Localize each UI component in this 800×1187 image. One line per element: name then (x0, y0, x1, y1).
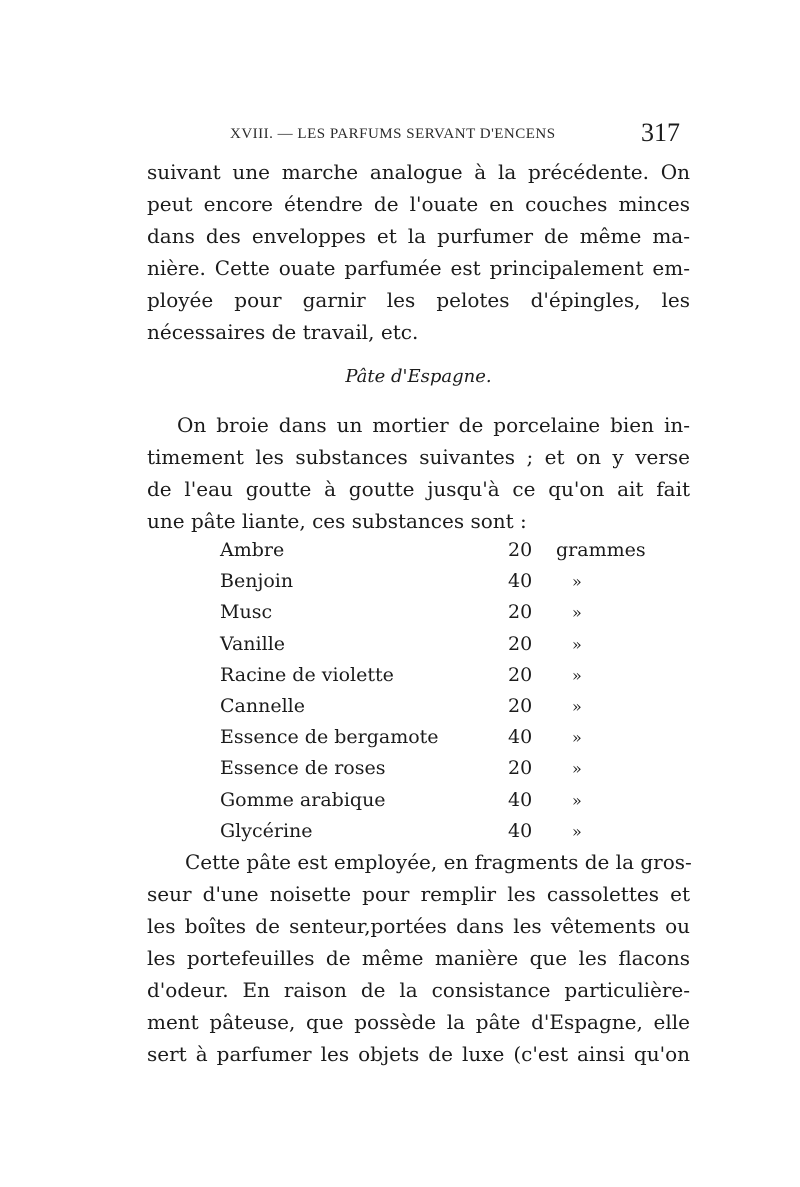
ingredient-row (220, 816, 640, 847)
ditto-mark: » (572, 821, 582, 841)
ditto-mark: » (572, 634, 582, 654)
ingredient-row (220, 785, 640, 816)
text-line: peut encore étendre de l'ouate en couches minces (147, 192, 690, 216)
ingredient-row (220, 566, 640, 597)
running-head: XVIII. — LES PARFUMS SERVANT D'ENCENS (230, 126, 556, 142)
page-header (150, 118, 680, 150)
ingredient-name: Ambre (220, 539, 285, 561)
ingredient-quantity: 20 (508, 539, 533, 561)
text-line: seur d'une noisette pour remplir les cassolettes et (147, 882, 690, 906)
text-line: nécessaires de travail, etc. (147, 320, 419, 344)
ingredient-quantity: 20 (508, 632, 533, 655)
ingredient-unit: grammes (556, 539, 646, 561)
ingredient-name: Racine de violette (220, 663, 394, 686)
ingredient-row (220, 660, 640, 691)
ingredient-quantity: 20 (508, 694, 533, 717)
ingredient-name: Vanille (220, 632, 286, 655)
ingredient-list (220, 535, 646, 847)
paragraph-preparation (147, 409, 690, 537)
ingredient-quantity: 40 (508, 819, 533, 842)
page-number: 317 (641, 118, 680, 147)
text-line: suivant une marche analogue à la précédente. On (147, 160, 690, 184)
text-line: On broie dans un mortier de porcelaine bien in- (177, 413, 690, 437)
ingredient-quantity: 20 (508, 601, 533, 624)
ditto-mark: » (572, 572, 582, 592)
ditto-mark: » (572, 790, 582, 810)
ingredient-quantity: 20 (508, 757, 533, 780)
ingredient-row (220, 535, 646, 566)
ditto-mark: » (572, 665, 582, 685)
ingredient-name: Cannelle (220, 694, 305, 717)
ingredient-row (220, 691, 640, 722)
ingredient-row (220, 722, 640, 753)
text-line: dans des enveloppes et la purfumer de même ma- (147, 224, 690, 248)
text-line: nière. Cette ouate parfumée est principalement em- (147, 256, 690, 280)
ditto-mark: » (572, 696, 582, 716)
text-line: ployée pour garnir les pelotes d'épingles, les (147, 288, 690, 312)
section-heading: Pâte d'Espagne. (345, 366, 492, 387)
text-line: les boîtes de senteur,portées dans les vêtements ou (147, 914, 690, 938)
ingredient-quantity: 40 (508, 726, 533, 749)
ingredient-name: Essence de bergamote (220, 726, 439, 749)
text-line: Cette pâte est employée, en fragments de la gros- (185, 850, 692, 874)
text-line: les portefeuilles de même manière que les flacons (147, 946, 690, 970)
ingredient-quantity: 20 (508, 663, 533, 686)
ingredient-name: Glycérine (220, 819, 313, 842)
ingredient-quantity: 40 (508, 788, 533, 811)
text-line: ment pâteuse, que possède la pâte d'Espagne, elle (147, 1010, 690, 1034)
ingredient-row (220, 597, 640, 628)
ingredient-name: Essence de roses (220, 757, 386, 780)
ditto-mark: » (572, 759, 582, 779)
ingredient-quantity: 40 (508, 570, 533, 593)
text-line: une pâte liante, ces substances sont : (147, 509, 527, 533)
text-line: d'odeur. En raison de la consistance particulière- (147, 978, 690, 1002)
paragraph-usage (147, 846, 690, 1070)
ditto-mark: » (572, 603, 582, 623)
text-line: de l'eau goutte à goutte jusqu'à ce qu'on ait fait (147, 477, 690, 501)
ditto-mark: » (572, 728, 582, 748)
ingredient-name: Benjoin (220, 570, 294, 593)
ingredient-name: Musc (220, 601, 273, 624)
paragraph-ouate (147, 156, 690, 348)
text-line: sert à parfumer les objets de luxe (c'est ainsi qu'on (147, 1042, 690, 1066)
ingredient-row (220, 629, 640, 660)
ingredient-name: Gomme arabique (220, 788, 386, 811)
text-line: timement les substances suivantes ; et on y verse (147, 445, 690, 469)
ingredient-row (220, 753, 640, 784)
